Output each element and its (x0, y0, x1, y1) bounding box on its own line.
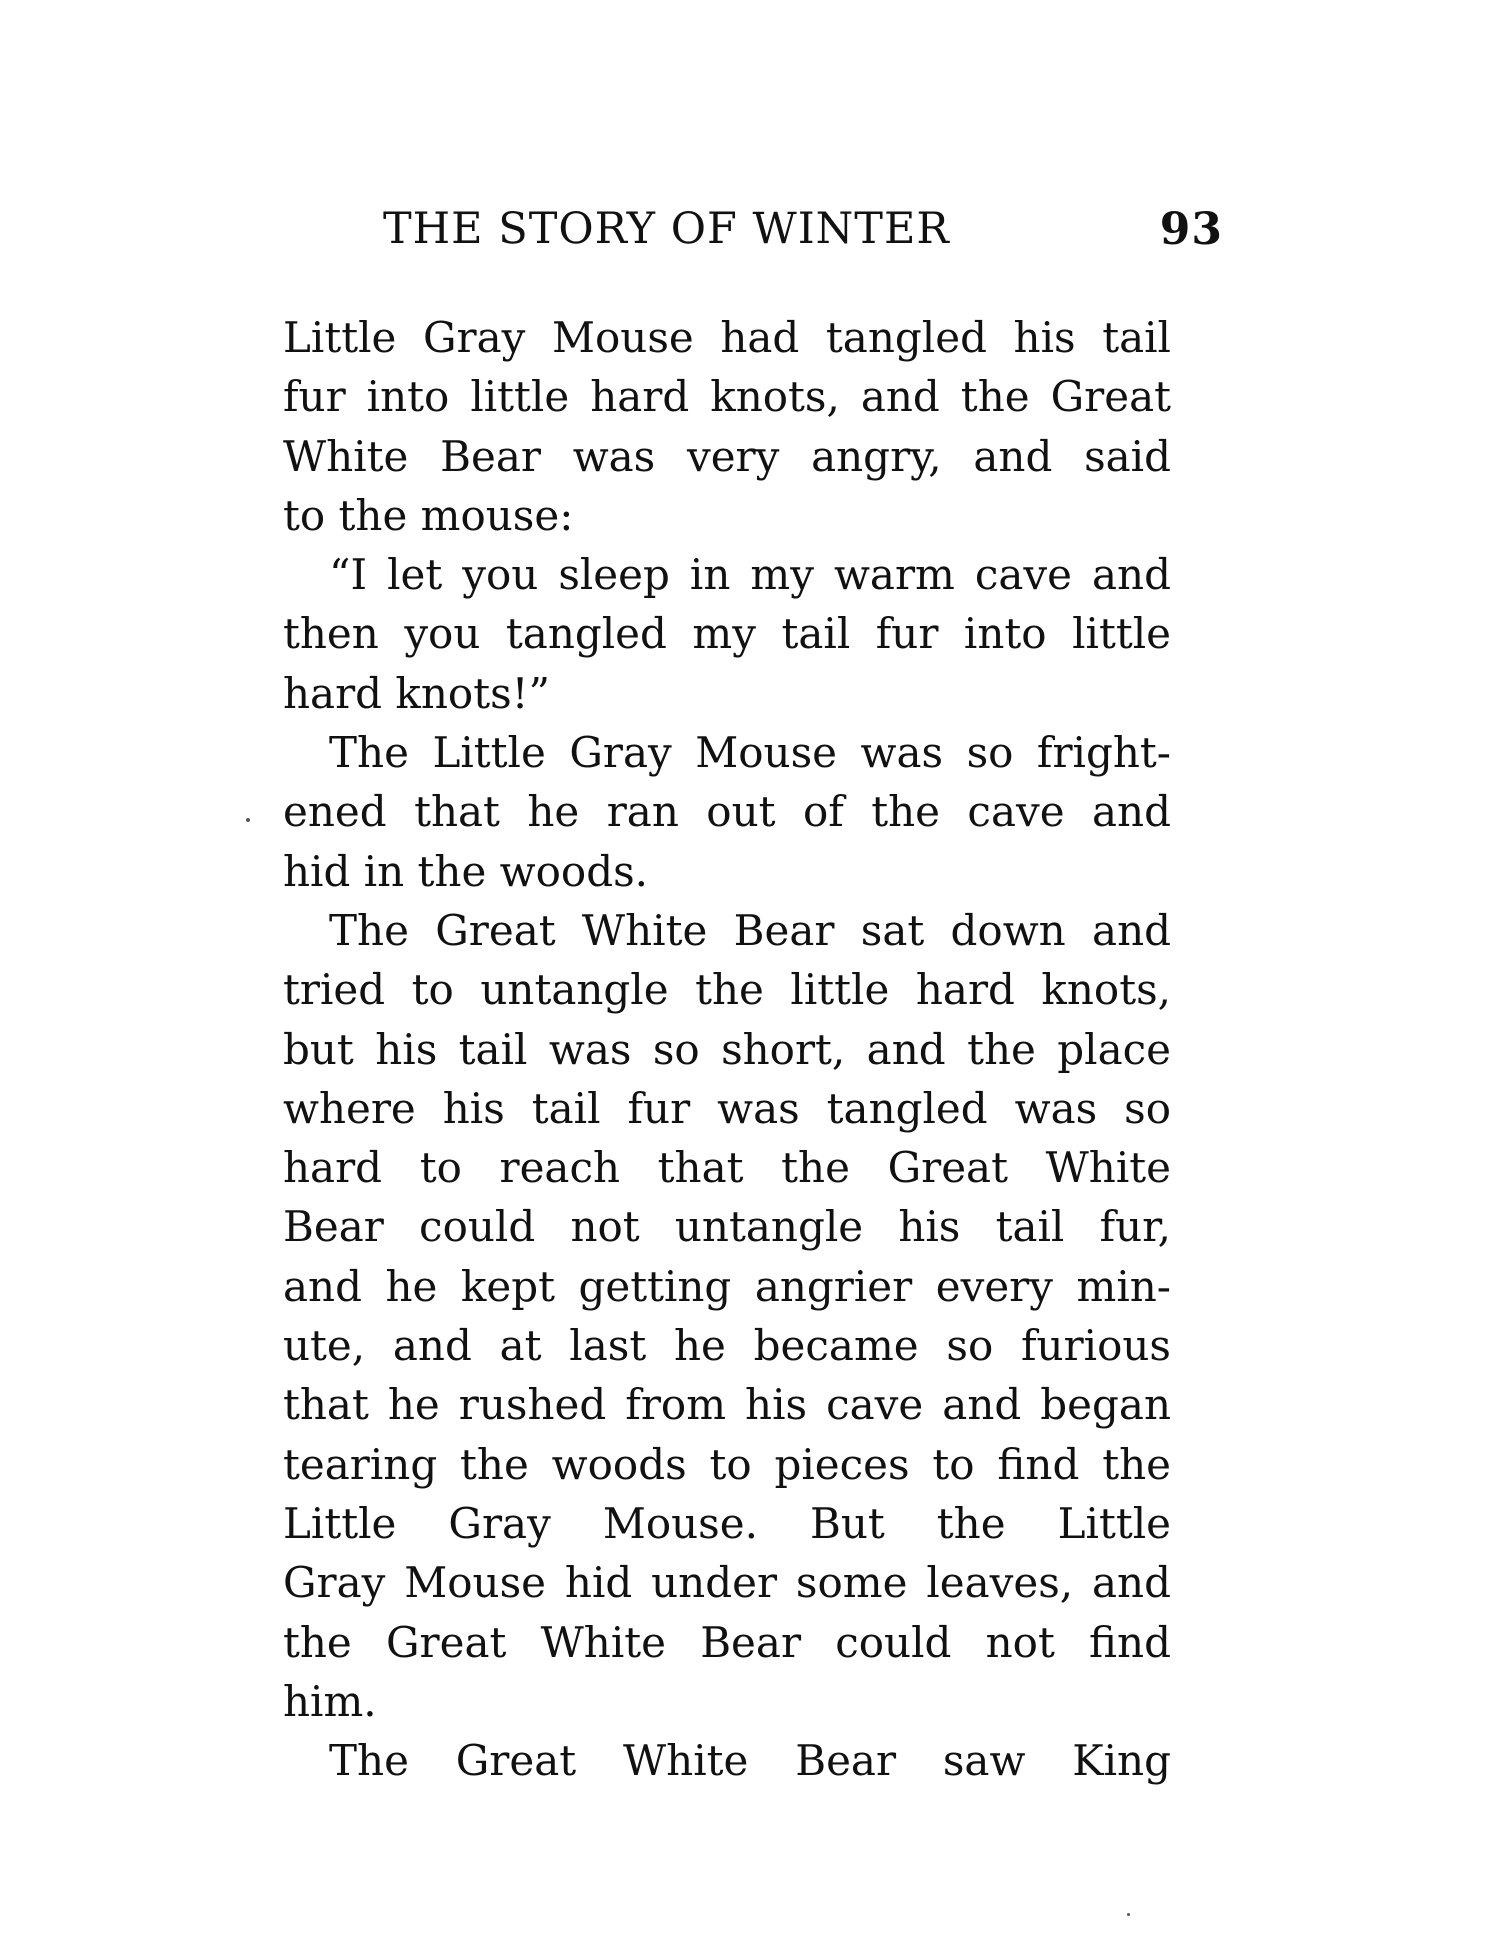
text-line: Little Gray Mouse. But the Little (283, 1498, 1171, 1548)
text-line: tried to untangle the little hard knots, (283, 965, 1171, 1015)
text-line: Bear could not untangle his tail fur, (283, 1202, 1171, 1252)
text-line: The Great White Bear sat down and (329, 905, 1171, 955)
text-line: The Great White Bear saw King (329, 1736, 1171, 1786)
text-line: hid in the woods. (283, 846, 648, 896)
text-line: Gray Mouse hid under some leaves, and (283, 1558, 1171, 1608)
text-line: The Little Gray Mouse was so fright- (329, 728, 1171, 778)
running-title: THE STORY OF WINTER (383, 204, 950, 254)
text-line: where his tail fur was tangled was so (283, 1083, 1171, 1133)
text-line: Little Gray Mouse had tangled his tail (283, 313, 1171, 362)
text-line: “I let you sleep in my warm cave and (329, 550, 1171, 600)
text-line: fur into little hard knots, and the Great (283, 372, 1171, 422)
running-head (383, 204, 1223, 264)
text-line: then you tangled my tail fur into little (283, 609, 1171, 659)
text-line: White Bear was very angry, and said (283, 431, 1171, 481)
text-line: him. (283, 1676, 377, 1726)
body-text (283, 308, 1171, 1790)
scan-speck (246, 818, 250, 822)
page-number: 93 (1159, 204, 1223, 255)
text-line: ened that he ran out of the cave and (283, 787, 1171, 837)
text-line: the Great White Bear could not find (283, 1617, 1171, 1667)
text-line: ute, and at last he became so furious (283, 1321, 1171, 1371)
text-line: to the mouse: (283, 490, 574, 540)
text-line: tearing the woods to pieces to find the (283, 1439, 1171, 1489)
text-line: hard to reach that the Great White (283, 1143, 1171, 1193)
text-line: hard knots!” (283, 668, 550, 718)
text-line: that he rushed from his cave and began (283, 1380, 1171, 1430)
text-line: and he kept getting angrier every min- (283, 1261, 1171, 1311)
scan-speck (1127, 1913, 1130, 1916)
text-line: but his tail was so short, and the place (283, 1024, 1171, 1074)
